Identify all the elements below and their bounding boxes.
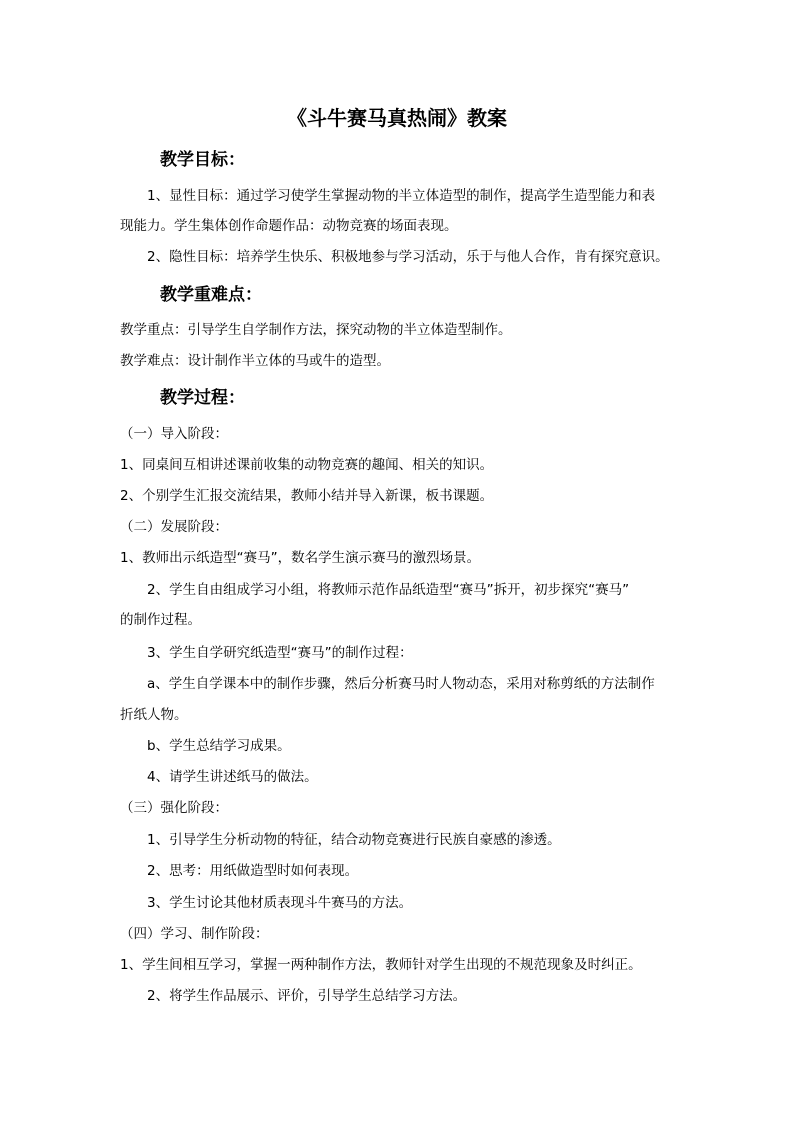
stage-2-label: （二）发展阶段： (120, 519, 228, 535)
section-heading-objectives: 教学目标： (160, 150, 245, 170)
stage-4-step-2: 2、将学生作品展示、评价，引导学生总结学习方法。 (147, 988, 467, 1004)
stage-1-label: （一）导入阶段： (120, 426, 228, 442)
stage-1-step-2: 2、个别学生汇报交流结果，教师小结并导入新课，板书课题。 (120, 488, 494, 504)
section-heading-process: 教学过程： (160, 388, 245, 408)
paragraph-objective-1-line-1: 1、显性目标：通过学习使学生掌握动物的半立体造型的制作，提高学生造型能力和表 (147, 188, 656, 204)
stage-2-step-3: 3、学生自学研究纸造型“赛马”的制作过程： (147, 645, 413, 661)
stage-3-label: （三）强化阶段： (120, 800, 228, 816)
stage-2-step-1: 1、教师出示纸造型“赛马”，数名学生演示赛马的激烈场景。 (120, 550, 481, 566)
stage-3-step-2: 2、思考：用纸做造型时如何表现。 (147, 863, 359, 879)
stage-3-step-1: 1、引导学生分析动物的特征，结合动物竞赛进行民族自豪感的渗透。 (147, 832, 561, 848)
stage-2-step-3b: b、学生总结学习成果。 (147, 738, 291, 754)
page-title: 《斗牛赛马真热闹》教案 (287, 106, 507, 130)
paragraph-teaching-focus: 教学重点：引导学生自学制作方法，探究动物的半立体造型制作。 (120, 322, 512, 338)
paragraph-objective-1-line-2: 现能力。学生集体创作命题作品：动物竞赛的场面表现。 (120, 218, 458, 234)
stage-2-step-4: 4、请学生讲述纸马的做法。 (147, 769, 318, 785)
stage-3-step-3: 3、学生讨论其他材质表现斗牛赛马的方法。 (147, 895, 413, 911)
stage-4-label: （四）学习、制作阶段： (120, 926, 269, 942)
stage-2-step-2-line-1: 2、学生自由组成学习小组，将教师示范作品纸造型“赛马”拆开，初步探究“赛马” (147, 582, 630, 598)
stage-2-step-3a-line-2: 折纸人物。 (120, 707, 188, 723)
stage-2-step-3a-line-1: a、学生自学课本中的制作步骤，然后分析赛马时人物动态，采用对称剪纸的方法制作 (147, 676, 655, 692)
stage-2-step-2-line-2: 的制作过程。 (120, 612, 201, 628)
section-heading-key-points: 教学重难点： (160, 285, 262, 305)
stage-4-step-1: 1、学生间相互学习，掌握一两种制作方法，教师针对学生出现的不规范现象及时纠正。 (120, 957, 642, 973)
paragraph-objective-2: 2、隐性目标：培养学生快乐、积极地参与学习活动，乐于与他人合作，肯有探究意识。 (147, 249, 669, 265)
paragraph-teaching-difficulty: 教学难点：设计制作半立体的马或牛的造型。 (120, 353, 390, 369)
stage-1-step-1: 1、同桌间互相讲述课前收集的动物竞赛的趣闻、相关的知识。 (120, 457, 494, 473)
